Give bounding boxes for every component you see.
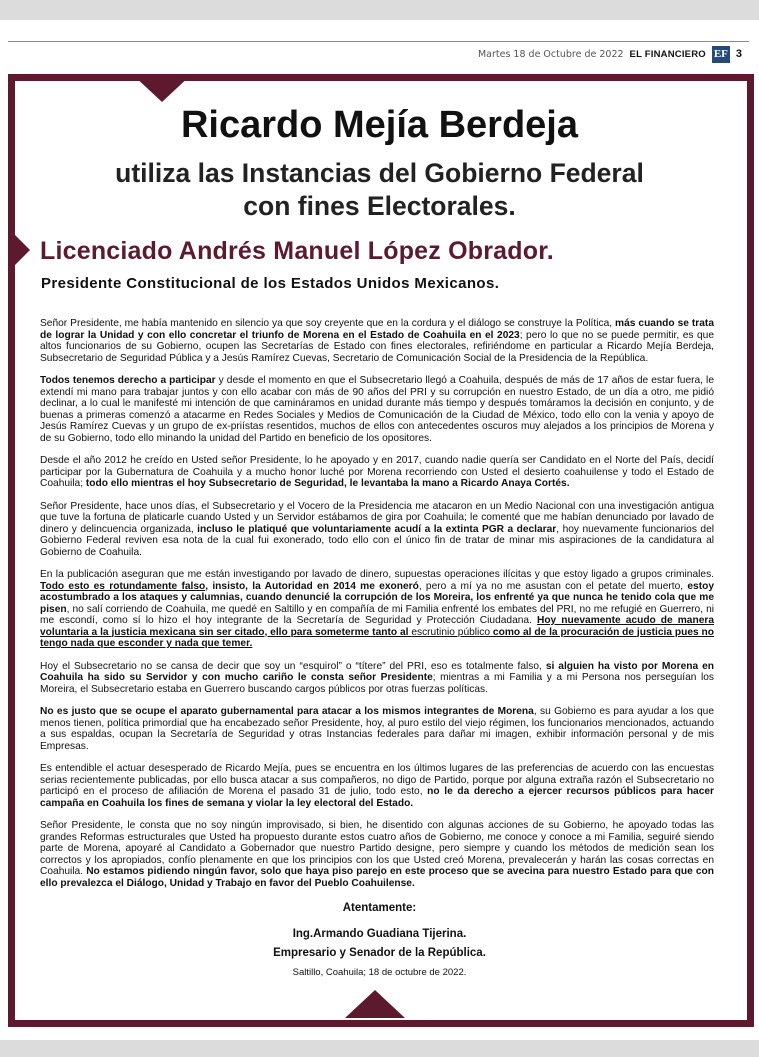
frame-notch-bottom bbox=[345, 990, 405, 1018]
signature-block bbox=[0, 902, 759, 978]
paragraph-1 bbox=[40, 318, 714, 364]
text-run: y desde el momento en que el Subsecretario llegó a Coahuila, después de más de 17 años de estar fuera, le extendí mi mano para trabajar juntos y con ello acabar con más de 90 años del PRI y su corrupción en nuestro Estado, de un día a otro, me pidió declinar, a lo cual le manifesté mi intención de que camináramos en unidad durante más tiempo y después tomáramos la decisión en conjunto, y de buenas a primeras comenzó a atacarme en Redes Sociales y Medios de Comunicación de la Ciudad de México, todo ello con la venia y apoyo de Jesús Ramírez Cuevas y un grupo de ex-priístas resentidos, muchos de ellos con antecedentes oscuros muy alejados a los principios de Morena y de su Gobierno, todo ello minando la unidad del Partido en beneficio de los opositores. bbox=[40, 375, 714, 444]
signer-name: Ing.Armando Guadiana Tijerina. bbox=[292, 928, 467, 940]
paid-insertion-label: INSERCIÓN PAGADA bbox=[642, 1000, 737, 1010]
text-run: Señor Presidente, le consta que no soy ningún improvisado, si bien, he disentido con algunas acciones de su Gobierno, he apoyado todas las grandes Reformas estructurales que Usted ha propuesto durante estos cuatro años de Gobierno, me conoce y conoce a mi Familia, seguiré siendo parte de Morena, apoyaré al Candidato a Gobernador que nuestro Partido designe, pero siempre y cuando los métodos de medición sean los correctos y los apropiados, confío plenamente en que los principios con los que Usted creó Morena, prevalecerán y harán las cosas correctas en Coahuila. bbox=[40, 820, 714, 877]
top-margin bbox=[0, 0, 759, 20]
letter-body bbox=[40, 318, 714, 900]
page-number: 3 bbox=[735, 48, 742, 60]
text-run-bold: , insisto, la Autoridad en 2014 me exoneró bbox=[205, 580, 419, 592]
header-rule bbox=[8, 41, 749, 42]
text-run: , su Gobierno es para ayudar a los que menos tienen, política primordial que ha encabezado señor Presidente, hoy, al puro estilo del viejo régimen, los funcionarios mencionados, actuando a sus espaldas, ocupan la Secretaría de Seguridad y otras Instancias federales para dañar mi imagen, exhibir información personal y de mis Empresas. bbox=[40, 706, 714, 752]
header-date: Martes 18 de Octubre de 2022 bbox=[477, 48, 624, 60]
newspaper-name: EL FINANCIERO bbox=[629, 48, 706, 60]
text-run: Es entendible el actuar desesperado de Ricardo Mejía, pues se encuentra en los últimos lugares de las preferencias de acuerdo con las encuestas serias recientemente publicadas, por ello busca atacar a sus compañeros, no digo de Partido, porque por alguna extraña razón el Subsecretario no participó en el proceso de afiliación de Morena el pasado 31 de julio, todo esto, bbox=[40, 763, 714, 797]
text-run-bold: estoy acostumbrado a los ataques y calumnias, cuando denuncié la corrupción de los Moreira, los enfrenté ya que nunca he tenido cola que me pisen bbox=[40, 580, 715, 615]
subheadline-line-2: con fines Electorales. bbox=[243, 191, 516, 221]
paragraph-4 bbox=[40, 501, 714, 559]
text-run-bold: No estamos pidiendo ningún favor, solo que haya piso parejo en este proceso que se avecina para nuestro Estado para que con ello prevalezca el Diálogo, Unidad y Trabajo en favor del Pueblo Coahuilense. bbox=[40, 866, 715, 889]
text-run-bold-underlined: Hoy nuevamente acudo de manera voluntaria a la justicia mexicana sin ser citado, ello para someterme tanto al bbox=[40, 615, 714, 638]
frame-notch-top bbox=[132, 74, 192, 102]
paragraph-7 bbox=[40, 706, 714, 752]
text-run: Señor Presidente, hace unos días, el Subsecretario y el Vocero de la Presidencia me atacaron en un Medio Nacional con una investigación antigua que tuve la fortuna de platicarle cuando Usted y un Servidor estábamos de gira por Coahuila; le comenté que me habían denunciado por lavado de dinero y delincuencia organizada, bbox=[40, 500, 714, 535]
text-run: ; mientras a mi Familia y a mi Persona nos perseguían los Moreira, el Subsecretario estaba en Guerrero buscando cargos públicos por otras fuerzas políticas. bbox=[40, 672, 714, 695]
paragraph-6 bbox=[40, 661, 714, 696]
paragraph-8 bbox=[40, 763, 714, 809]
paragraph-5 bbox=[40, 569, 714, 650]
text-run-bold: no le da derecho a ejercer recursos públicos para hacer campaña en Coahuila los fines de semana y violar la ley electoral del Estado. bbox=[40, 786, 714, 809]
text-run: , pero a mí ya no me asustan con el petate del muerto, bbox=[418, 580, 688, 592]
paragraph-2 bbox=[40, 375, 714, 444]
text-run-bold-underlined: Todo esto es rotundamente falso bbox=[40, 580, 206, 592]
text-run: , hoy nuevamente funcionarios del Gobierno Federal reviven esa nota de la cual fui exonerado, todo ello con el único fin de tratar de minar mis aspiraciones de la candidatura al Gobierno de Coahuila. bbox=[40, 523, 714, 558]
addressee-role: Presidente Constitucional de los Estados Unidos Mexicanos. bbox=[41, 275, 500, 292]
headline: Ricardo Mejía Berdeja bbox=[180, 104, 579, 146]
frame-notch-left bbox=[8, 228, 30, 272]
place-and-date: Saltillo, Coahuila; 18 de octubre de 2022. bbox=[292, 967, 467, 978]
paragraph-9 bbox=[40, 820, 714, 889]
text-run: ; pero lo que no se puede permitir, es que altos funcionarios de su Gobierno, ocupen las Secretarías de Estado con fines electorales, refiriéndome en particular a Ricardo Mejía Berdeja, Subsecretario de Seguridad Pública y a Jesús Ramírez Cuevas, Secretario de Comunicación Social de la Presidencia de la República. bbox=[40, 329, 714, 364]
text-run-underlined: escrutinio público bbox=[411, 626, 491, 638]
text-run: En la publicación aseguran que me están investigando por lavado de dinero, supuestas operaciones ilícitas y que estoy ligado a grupos criminales. bbox=[40, 569, 714, 580]
text-run: , no salí corriendo de Coahuila, me quedé en Saltillo y en compañía de mi Familia enfrenté los embates del PRI, no me refugié en Guerrero, ni me escondí, como sí lo hizo el hoy integrante de la Secretaría de Seguridad y Protección Ciudadana. bbox=[40, 603, 714, 626]
text-run-bold: Todos tenemos derecho a participar bbox=[40, 375, 216, 386]
closing: Atentamente: bbox=[342, 902, 417, 914]
signer-role: Empresario y Senador de la República. bbox=[273, 947, 486, 959]
addressee: Licenciado Andrés Manuel López Obrador. bbox=[40, 237, 554, 265]
text-run-bold: incluso le platiqué que voluntariamente acudí a la extinta PGR a declarar bbox=[197, 523, 557, 535]
text-run-bold: todo ello mientras el hoy Subsecretario de Seguridad, le levantaba la mano a Ricardo Anaya Cortés. bbox=[85, 478, 570, 489]
page-header bbox=[478, 45, 742, 63]
text-run-bold-underlined: como al de la procuración de justicia pues no tengo nada que esconder y nada que temer. bbox=[40, 626, 714, 649]
text-run: Hoy el Subsecretario no se cansa de decir que soy un “esquirol” o “títere” del PRI, eso es totalmente falso, bbox=[40, 660, 546, 672]
text-run-bold: más cuando se trata de lograr la Unidad y con ello concretar el triunfo de Morena en el Estado de Coahuila en el 2023 bbox=[40, 318, 714, 341]
subheadline bbox=[0, 157, 759, 223]
text-run-bold: si alguien ha visto por Morena en Coahuila ha sido su Servidor y con mucho cariño le consta señor Presidente bbox=[40, 660, 714, 683]
text-run: Señor Presidente, me había mantenido en silencio ya que soy creyente que en la cordura y el diálogo se construye la Política, bbox=[40, 318, 616, 329]
paragraph-3 bbox=[40, 455, 714, 490]
newspaper-logo-icon: EF bbox=[712, 46, 730, 63]
text-run: Desde el año 2012 he creído en Usted señor Presidente, lo he apoyado y en 2017, cuando nadie quería ser Candidato en el Norte del País, decidí participar por la Gubernatura de Coahuila y a mucho honor luché por Morena recorriendo con Usted el desierto coahuilense y todo el Estado de Coahuila; bbox=[40, 455, 714, 489]
bottom-margin bbox=[0, 1040, 759, 1057]
subheadline-line-1: utiliza las Instancias del Gobierno Federal bbox=[115, 158, 644, 188]
text-run-bold: No es justo que se ocupe el aparato gubernamental para atacar a los mismos integrantes de Morena bbox=[40, 706, 534, 717]
